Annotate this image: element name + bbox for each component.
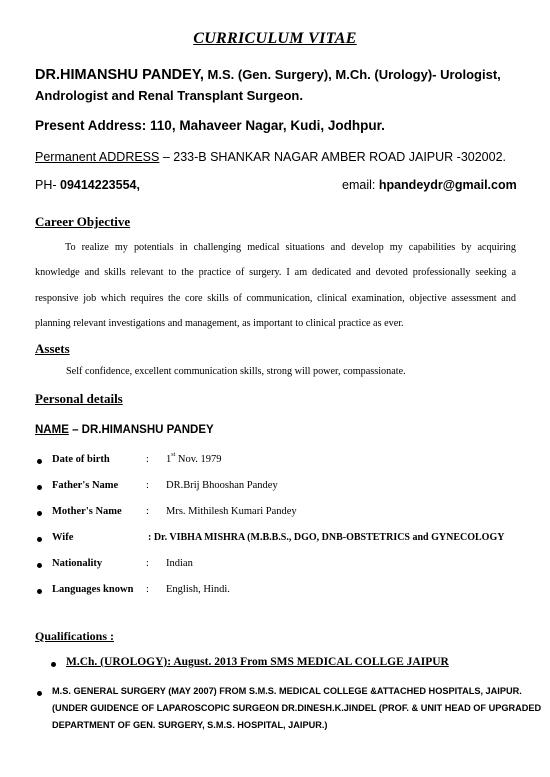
personal-name xyxy=(35,424,214,436)
personal-name-value: – DR.HIMANSHU PANDEY xyxy=(68,424,214,436)
assets-heading: Assets xyxy=(35,341,70,356)
qualification-ms-line3: DEPARTMENT OF GEN. SURGERY, S.M.S. HOSPITAL, JAIPUR.) xyxy=(52,720,328,730)
languages-label: Languages known xyxy=(52,584,134,595)
phone-label: PH- xyxy=(35,178,60,192)
personal-name-label: NAME xyxy=(35,424,69,436)
dob-day: 1 xyxy=(166,454,172,465)
father-value: DR.Brij Bhooshan Pandey xyxy=(166,480,278,491)
dob-label: Date of birth xyxy=(52,454,110,465)
present-address: Present Address: 110, Mahaveer Nagar, Kudi, Jodhpur. xyxy=(35,118,385,133)
languages-value: English, Hindi. xyxy=(166,584,230,595)
qualifications-heading: Qualifications : xyxy=(35,629,115,643)
bullet-icon xyxy=(37,691,42,696)
father-label: Father's Name xyxy=(52,480,119,491)
languages-colon: : xyxy=(146,584,149,595)
phone xyxy=(35,178,140,192)
wife-label: Wife xyxy=(52,532,74,543)
mother-colon: : xyxy=(146,506,149,517)
phone-value: 09414223554, xyxy=(60,178,140,192)
page-title: CURRICULUM VITAE xyxy=(193,30,357,47)
nationality-label: Nationality xyxy=(52,558,103,569)
personal-details-heading: Personal details xyxy=(35,391,123,406)
permanent-address-label: Permanent ADDRESS xyxy=(35,150,160,164)
degrees: M.S. (Gen. Surgery), M.Ch. (Urology)- Urologist, xyxy=(203,67,501,82)
father-colon: : xyxy=(146,480,149,491)
dob-rest: Nov. 1979 xyxy=(175,454,222,465)
bullet-icon xyxy=(51,662,56,667)
mother-value: Mrs. Mithilesh Kumari Pandey xyxy=(166,506,297,517)
dob-value xyxy=(166,454,222,465)
assets-text: Self confidence, excellent communication skills, strong will power, compassionate. xyxy=(66,366,406,377)
email-label: email: xyxy=(342,178,379,192)
qualification-ms-line1: M.S. GENERAL SURGERY (MAY 2007) FROM S.M.S. MEDICAL COLLEGE &ATTACHED HOSPITALS, JAIPUR. xyxy=(52,686,522,696)
nationality-colon: : xyxy=(146,558,149,569)
mother-label: Mother's Name xyxy=(52,506,122,517)
bullet-icon xyxy=(37,537,42,542)
email xyxy=(342,178,517,192)
qualification-mch: M.Ch. (UROLOGY): August. 2013 From SMS MEDICAL COLLGE JAIPUR xyxy=(66,656,449,668)
career-objective-heading: Career Objective xyxy=(35,214,131,229)
permanent-address xyxy=(35,150,506,164)
career-objective-text: To realize my potentials in challenging medical situations and develop my capabilities by acquiring knowledge and skills relevant to the practice of surgery. I am dedicated and devoted professionally seeking a responsive job which requires the core skills of communication, clinical examination, objective assessment and planning relevant investigations and management, as important to clinical practice as ever. xyxy=(35,242,516,329)
specialization: Andrologist and Renal Transplant Surgeon. xyxy=(35,88,303,103)
bullet-icon xyxy=(37,459,42,464)
bullet-icon xyxy=(37,589,42,594)
doctor-name: DR.HIMANSHU PANDEY, xyxy=(35,67,204,83)
email-value: hpandeydr@gmail.com xyxy=(378,178,517,192)
bullet-icon xyxy=(37,511,42,516)
header-name-line xyxy=(35,66,501,84)
qualification-ms-line2: (UNDER GUIDENCE OF LAPAROSCOPIC SURGEON DR.DINESH.K.JINDEL (PROF. & UNIT HEAD OF UPGRADED xyxy=(52,703,542,713)
bullet-icon xyxy=(37,485,42,490)
dob-colon: : xyxy=(146,454,149,465)
dob-sup: st xyxy=(171,452,176,458)
nationality-value: Indian xyxy=(166,558,193,569)
permanent-address-value: – 233-B SHANKAR NAGAR AMBER ROAD JAIPUR -302002. xyxy=(159,150,507,164)
wife-value: : Dr. VIBHA MISHRA (M.B.B.S., DGO, DNB-OBSTETRICS and GYNECOLOGY xyxy=(148,532,505,543)
bullet-icon xyxy=(37,563,42,568)
